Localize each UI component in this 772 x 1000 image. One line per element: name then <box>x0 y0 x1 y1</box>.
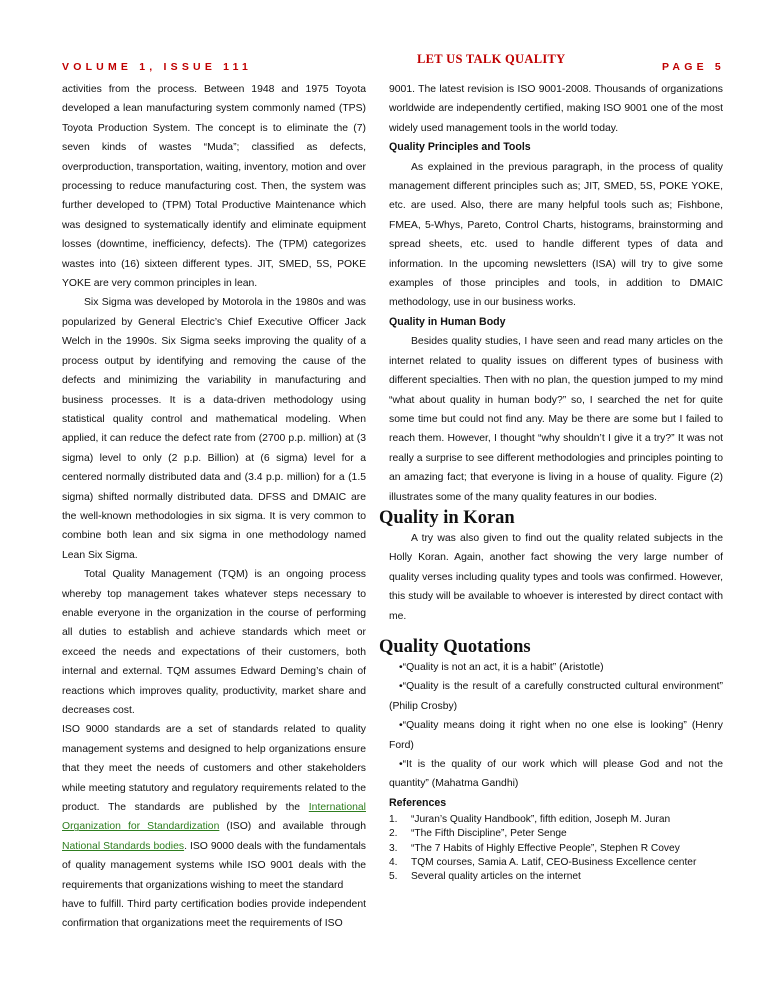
reference-item <box>389 813 723 827</box>
reference-text: TQM courses, Samia A. Latif, CEO-Business Excellence center <box>411 856 697 868</box>
iso-text-b: (ISO) and available through <box>219 821 366 833</box>
newsletter-title: LET US TALK QUALITY <box>417 52 566 66</box>
paragraph-iso <box>62 720 366 895</box>
quote-crosby: •“Quality is the result of a carefully constructed cultural environment” (Philip Crosby) <box>389 681 723 712</box>
reference-number: 1. <box>389 814 398 826</box>
page-number-label: PAGE 5 <box>662 61 725 73</box>
paragraph-six-sigma: Six Sigma was developed by Motorola in the 1980s and was popularized by General Electric’s Chief Executive Officer Jack Welch in the 1990s. Six Sigma seeks improving the quality of a process output by identifying and removing the cause of the defects and minimizing the variability in manufacturing and business processes. It is a data-driven methodology using statistical quality control and mathematical modeling. When applied, it can reduce the defect rate from (2700 p.p. million) at (3 sigma) level to only (2 p.p. Billion) at (6 sigma) level for a centered normally distributed data and (3.4 p.p. million) for a (1.5 sigma) shifted normally distributed data. DFSS and DMAIC are the well-known methodologies in six sigma. It is very common to combine both lean and six sigma in one methodology named Lean Six Sigma. <box>62 297 366 561</box>
iso-organization-link[interactable]: International Organization for Standardization <box>62 802 366 833</box>
reference-item <box>389 827 723 841</box>
reference-number: 2. <box>389 828 398 840</box>
quote-gandhi: •“It is the quality of our work which will please God and not the quantity” (Mahatma Gandhi) <box>389 759 723 790</box>
subheading-principles-tools: Quality Principles and Tools <box>389 141 531 154</box>
left-column <box>62 80 366 934</box>
paragraph-human-body: Besides quality studies, I have seen and read many articles on the internet related to quality issues on different types of business with different specialties. Then with no plan, the question jumped to my mind “what about quality in human body?” so, I searched the net for quite some time but could not find any. May be there are some but I failed to reach them. However, I thought “why shouldn’t I give it a try?” It was not really a surprise to see different methodologies and principles pointing to an amazing fact; that everyone is living in a house of quality. Figure (2) illustrates some of the many quality features in our bodies. <box>389 336 723 503</box>
reference-number: 5. <box>389 871 398 883</box>
heading-quality-in-koran: Quality in Koran <box>379 507 515 528</box>
reference-item <box>389 842 723 856</box>
iso-text-a: ISO 9000 standards are a set of standards related to quality management systems and designed to help organizations ensure that they meet the needs of customers and other stakeholders while meeting statutory and regulatory requirements related to the product. The standards are published by the <box>62 724 366 814</box>
paragraph-iso-continued: have to fulfill. Third party certification bodies provide independent confirmation that organizations meet the requirements of ISO <box>62 899 366 930</box>
quote-ford: •“Quality means doing it right when no one else is looking” (Henry Ford) <box>389 720 723 751</box>
reference-text: “The 7 Habits of Highly Effective People”, Stephen R Covey <box>411 842 680 854</box>
volume-issue-label: VOLUME 1, ISSUE 111 <box>62 61 253 73</box>
reference-text: Several quality articles on the internet <box>411 871 581 883</box>
references-heading: References <box>389 796 447 809</box>
references-list <box>389 813 723 884</box>
reference-item <box>389 856 723 870</box>
paragraph-principles-tools: As explained in the previous paragraph, in the process of quality management different principles such as; JIT, SMED, 5S, POKE YOKE, etc. are used. Also, there are many helpful tools such as; Fishbone, FMEA, 5-Whys, Pareto, Control Charts, histograms, brainstorming and spread sheets, etc. used to handle different types of data and information. In the upcoming newsletters (ISA) will try to give some examples of those principles and tools, in addition to DMAIC methodology, use in our business works. <box>389 161 723 309</box>
reference-number: 3. <box>389 842 398 854</box>
subheading-human-body: Quality in Human Body <box>389 315 506 328</box>
national-standards-link[interactable]: National Standards bodies <box>62 840 185 852</box>
paragraph-tqm: Total Quality Management (TQM) is an ongoing process whereby top management takes whatever steps necessary to enable everyone in the organization in the course of performing all duties to establish and achieve standards which meet or exceed the needs and expectations of their customers, both internal and external. TQM assumes Edward Deming’s chain of reactions which improves quality, productivity, market share and decreases cost. <box>62 569 366 716</box>
right-column <box>379 80 723 884</box>
paragraph-koran: A try was also given to find out the quality related subjects in the Holly Koran. Again, another fact showing the very large number of quality verses including quality types and tools was confirmed. However, this study will be available to whoever is interested by direct contact with me. <box>389 532 723 622</box>
heading-quality-quotations: Quality Quotations <box>379 636 531 657</box>
reference-number: 4. <box>389 856 398 868</box>
reference-text: “The Fifth Discipline”, Peter Senge <box>411 828 567 840</box>
reference-item <box>389 870 723 884</box>
iso-text-c: . ISO 9000 deals with the fundamentals of quality management systems while ISO 9001 deals with the requirements that organizations wishing to meet the standard <box>62 840 366 891</box>
quote-aristotle: •“Quality is not an act, it is a habit” (Aristotle) <box>399 661 604 673</box>
reference-text: “Juran’s Quality Handbook”, fifth edition, Joseph M. Juran <box>411 814 671 826</box>
paragraph-iso-9001: 9001. The latest revision is ISO 9001-2008. Thousands of organizations worldwide are independently certified, making ISO 9001 one of the most widely used management tools in the world today. <box>389 84 723 134</box>
paragraph-tps: activities from the process. Between 1948 and 1975 Toyota developed a lean manufacturing system commonly named (TPS) Toyota Production System. The concept is to eliminate the (7) seven kinds of wastes “Muda”; classified as defects, overproduction, transportation, waiting, inventory, motion and over processing to reduce manufacturing cost. Then, the system was further developed to (TPM) Total Productive Maintenance which was designed to systematically identify and eliminate equipment losses (downtime, inefficiency, defects). The (TPM) categorizes wastes into (16) sixteen different types. JIT, SMED, 5S, POKE YOKE are very common principles in lean. <box>62 84 366 290</box>
